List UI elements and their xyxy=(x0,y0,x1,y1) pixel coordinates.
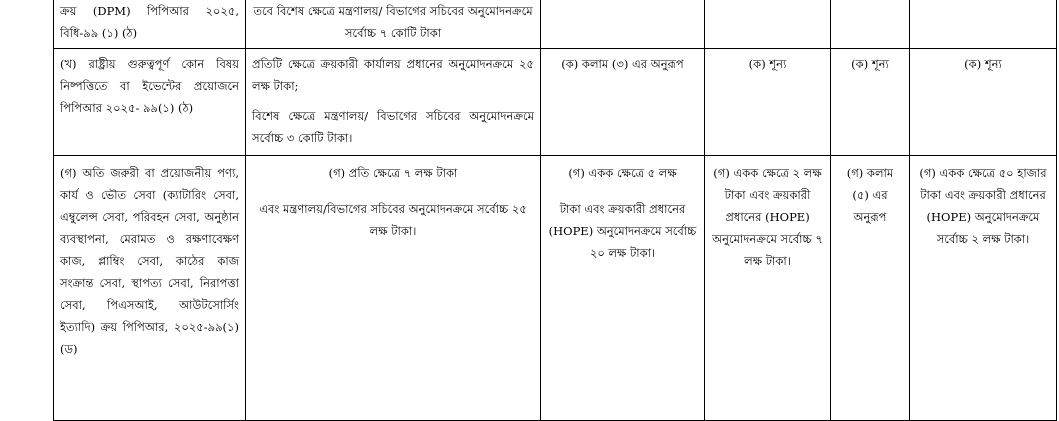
table-cell-col4 xyxy=(705,0,831,49)
table-cell-limit xyxy=(246,0,541,49)
table-cell-col3 xyxy=(541,156,705,421)
table-row xyxy=(54,49,1057,156)
table-cell-limit xyxy=(246,49,541,156)
table-cell-col4 xyxy=(705,49,831,156)
cell-text: ক্রয় (DPM) পিপিআর ২০২৫, বিধি-৯৯ (১) (ঠ) xyxy=(60,4,239,40)
table-cell-col5 xyxy=(831,49,910,156)
cell-text: তবে বিশেষ ক্ষেত্রে মন্ত্রণালয়/ বিভাগের সচিবের অনুমোদনক্রমে সর্বোচ্চ ৭ কোটি টাকা xyxy=(253,4,533,40)
table-cell-limit xyxy=(246,156,541,421)
cell-text: (ক) শূন্য xyxy=(851,57,889,71)
table-cell-col6 xyxy=(910,0,1057,49)
cell-text: (গ) একক ক্ষেত্রে ৫০ হাজার টাকা এবং ক্রয়কারী প্রধানের (HOPE) অনুমোদনক্রমে সর্বোচ্চ ২ লক্ষ টাকা। xyxy=(919,166,1047,246)
table-cell-item xyxy=(54,156,246,421)
table-cell-item xyxy=(54,0,246,49)
table-cell-col3 xyxy=(541,49,705,156)
table-row xyxy=(54,0,1057,49)
procurement-limits-table xyxy=(53,0,1057,421)
cell-text: (গ) কলাম (৫) এর অনুরূপ xyxy=(846,166,894,224)
cell-text: (গ) একক ক্ষেত্রে ৫ লক্ষ xyxy=(568,166,677,180)
cell-text-extra: বিশেষ ক্ষেত্রে মন্ত্রণালয়/ বিভাগের সচিবের অনুমোদনক্রমে সর্বোচ্চ ৩ কোটি টাকা। xyxy=(252,109,534,145)
table-cell-col4 xyxy=(705,156,831,421)
table-cell-col6 xyxy=(910,49,1057,156)
table-row xyxy=(54,156,1057,421)
cell-text: (ক) শূন্য xyxy=(964,57,1002,71)
cell-text: (খ) রাষ্ট্রীয় গুরুত্বপূর্ণ কোন বিষয় নিষ্পত্তিতে বা ইভেন্টের প্রয়োজনে পিপিআর ২০২৫- ৯৯(১) (ঠ) xyxy=(60,57,239,115)
cell-text: (গ) একক ক্ষেত্রে ২ লক্ষ টাকা এবং ক্রয়কারী প্রধানের (HOPE) অনুমোদনক্রমে সর্বোচ্চ ৭ লক্ষ টাকা। xyxy=(712,166,823,268)
table-cell-col3 xyxy=(541,0,705,49)
cell-text: (ক) কলাম (৩) এর অনুরূপ xyxy=(561,57,684,71)
table-cell-col5 xyxy=(831,0,910,49)
table-cell-item xyxy=(54,49,246,156)
cell-text: (গ) অতি জরুরী বা প্রয়োজনীয় পণ্য, কার্য ও ভৌত সেবা (ক্যাটারিং সেবা, এম্বুলেন্স সেবা, পরিবহন সেবা, অনুষ্ঠান ব্যবস্থাপনা, মেরামত ও রক্ষণাবেক্ষণ কাজ, প্লাম্বিং সেবা, কাঠের কাজ সংক্রান্ত সেবা, স্থাপত্য সেবা, নিরাপত্তা সেবা, পিএসআই, আউটসোর্সিং ইত্যাদি) ক্রয় পিপিআর, ২০২৫-৯৯(১)(ড) xyxy=(60,166,239,356)
cell-text: (ক) শূন্য xyxy=(748,57,787,71)
table-cell-col6 xyxy=(910,156,1057,421)
cell-text-extra: টাকা এবং ক্রয়কারী প্রধানের (HOPE) অনুমোদনক্রমে সর্বোচ্চ ২০ লক্ষ টাকা। xyxy=(548,202,697,260)
table-cell-col5 xyxy=(831,156,910,421)
cell-text: প্রতিটি ক্ষেত্রে ক্রয়কারী কার্যালয় প্রধানের অনুমোদনক্রমে ২৫ লক্ষ টাকা; xyxy=(252,57,534,93)
cell-text: (গ) প্রতি ক্ষেত্রে ৭ লক্ষ টাকা xyxy=(328,166,458,180)
cell-text-extra: এবং মন্ত্রণালয়/বিভাগের সচিবের অনুমোদনক্রমে সর্বোচ্চ ২৫ লক্ষ টাকা। xyxy=(259,202,527,238)
